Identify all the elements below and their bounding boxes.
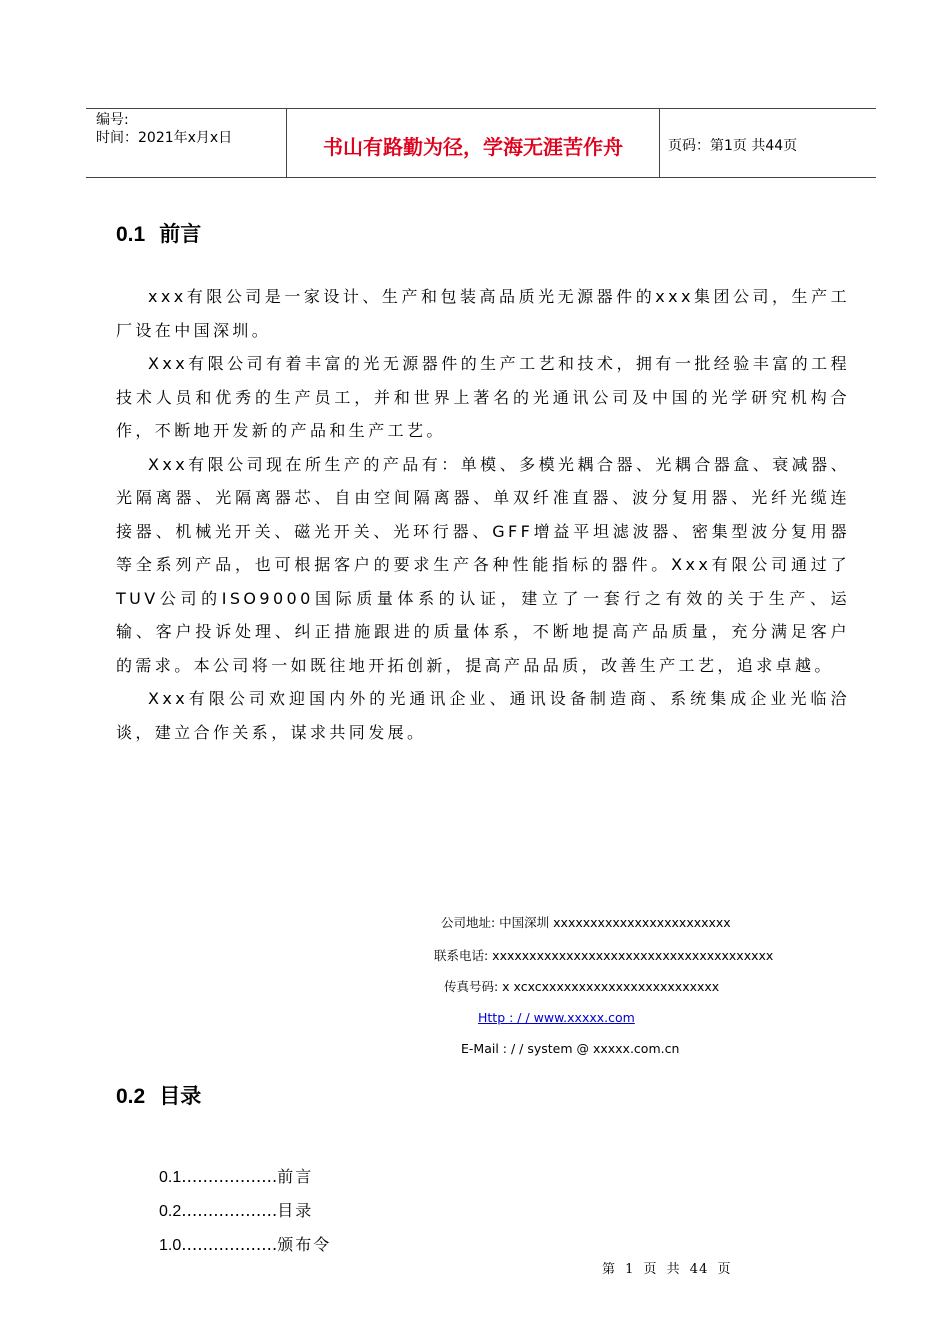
contact-email: E-Mail : / / system @ xxxxx.com.cn [461,1041,680,1056]
paragraph: Xxx有限公司有着丰富的光无源器件的生产工艺和技术，拥有一批经验丰富的工程技术人员和优秀的生产员工，并和世界上著名的光通讯公司及中国的光学研究机构合作，不断地开发新的产品和生产工艺。 [116,354,850,440]
toc-entry[interactable] [159,1160,331,1194]
page-header [86,108,876,178]
contact-address: 公司地址: 中国深圳 xxxxxxxxxxxxxxxxxxxxxxxx [441,915,731,930]
toc-entry-number: 1.0 [159,1237,182,1254]
header-motto: 书山有路勤为径，学海无涯苦作舟 [287,109,660,177]
toc-entry-title: 前言 [277,1167,314,1186]
website-link[interactable]: Http : / / www.xxxxx.com [478,1010,635,1025]
paragraph: xxx有限公司是一家设计、生产和包装高品质光无源器件的xxx集团公司，生产工厂设在中国深圳。 [116,287,850,340]
toc-entry-number: 0.2 [159,1203,182,1220]
toc-leader: ……………… [181,1201,278,1220]
toc-leader: ……………… [181,1167,278,1186]
header-meta [86,109,287,177]
toc-entry[interactable] [159,1228,331,1262]
section-heading-preface [116,218,201,248]
paragraph: Xxx有限公司现在所生产的产品有：单模、多模光耦合器、光耦合器盒、衰减器、光隔离器、光隔离器芯、自由空间隔离器、单双纤准直器、波分复用器、光纤光缆连接器、机械光开关、磁光开关、光环行器、GFF增益平坦滤波器、密集型波分复用器等全系列产品，也可根据客户的要求生产各种性能指标的器件。Xxx有限公司通过了TUV公司的ISO9000国际质量体系的认证，建立了一套行之有效的关于生产、运输、客户投诉处理、纠正措施跟进的质量体系，不断地提高产品质量，充分满足客户的需求。本公司将一如既往地开拓创新，提高产品品质，改善生产工艺，追求卓越。 [116,454,850,675]
toc-leader: ……………… [181,1235,278,1254]
section-number: 0.1 [116,223,146,246]
contact-phone: 联系电话: xxxxxxxxxxxxxxxxxxxxxxxxxxxxxxxxxxxxxx [434,948,774,963]
section-title: 前言 [159,223,202,246]
toc-entry-number: 0.1 [159,1169,182,1186]
section-title: 目录 [159,1085,202,1108]
section-heading-toc [116,1080,201,1110]
section-number: 0.2 [116,1085,146,1108]
serial-label: 编号: [96,112,129,128]
toc-entry-title: 目录 [277,1201,314,1220]
header-page-info: 页码：第1页 共44页 [668,138,798,154]
preface-body [116,280,850,749]
toc-entry[interactable] [159,1194,331,1228]
time-label: 时间：2021年x月x日 [96,130,233,146]
contact-fax: 传真号码: x xcxcxxxxxxxxxxxxxxxxxxxxxxxx [444,979,720,994]
page-footer: 第 1 页 共 44 页 [602,1262,732,1277]
toc-entry-title: 颁布令 [277,1235,332,1254]
table-of-contents [159,1160,331,1262]
paragraph: Xxx有限公司欢迎国内外的光通讯企业、通讯设备制造商、系统集成企业光临洽谈，建立合作关系，谋求共同发展。 [116,689,850,742]
